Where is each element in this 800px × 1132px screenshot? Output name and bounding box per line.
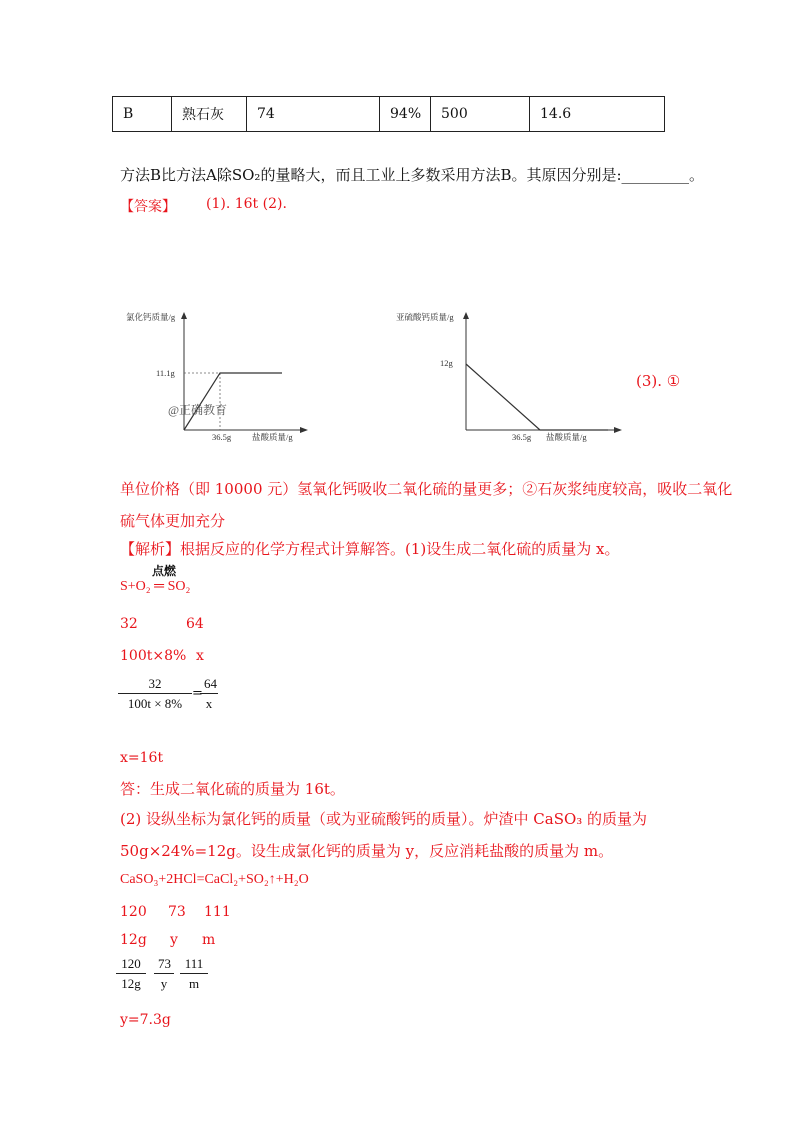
fraction-denominator: y bbox=[160, 976, 168, 991]
mass-value: 32 bbox=[120, 616, 138, 632]
series-line bbox=[184, 373, 282, 430]
question-text: 方法B比方法A除SO₂的量略大，而且工业上多数采用方法B。其原因分别是:_________。 bbox=[120, 166, 705, 184]
calcium-sulfite-chart bbox=[394, 306, 634, 446]
analysis-line: 【解析】根据反应的化学方程式计算解答。(1)设生成二氧化硫的质量为 x。 bbox=[120, 540, 620, 558]
part2-line2: 50g×24%=12g。设生成氯化钙的质量为 y，反应消耗盐酸的质量为 m。 bbox=[120, 842, 614, 860]
fraction bbox=[116, 956, 146, 992]
y-axis-label: 亚硫酸钙质量/g bbox=[396, 312, 454, 322]
fraction-numerator: 32 bbox=[118, 676, 192, 694]
answer-parts: (1). 16t (2). bbox=[206, 196, 287, 212]
y-tick-label: 12g bbox=[440, 358, 453, 368]
given-value: 12g bbox=[120, 932, 147, 948]
fraction-denominator: 12g bbox=[121, 976, 141, 991]
table-cell: 熟石灰 bbox=[172, 97, 247, 132]
given-value: y bbox=[170, 932, 178, 948]
mass-value: 111 bbox=[204, 904, 231, 920]
table-cell: 74 bbox=[247, 97, 380, 132]
result-y: y=7.3g bbox=[120, 1012, 171, 1028]
series-line bbox=[466, 364, 608, 430]
result-x: x=16t bbox=[120, 750, 164, 766]
fraction-left bbox=[118, 676, 192, 712]
fraction-numerator: 111 bbox=[180, 956, 208, 974]
mass-value: 73 bbox=[168, 904, 186, 920]
fraction-numerator: 120 bbox=[116, 956, 146, 974]
table-cell: B bbox=[113, 97, 172, 132]
table-row bbox=[113, 97, 665, 132]
x-tick-label: 36.5g bbox=[212, 432, 232, 442]
given-value: 100t×8% bbox=[120, 648, 187, 664]
watermark: @正确教育 bbox=[168, 403, 228, 417]
part2-line1: (2) 设纵坐标为氯化钙的质量（或为亚硫酸钙的质量）。炉渣中 CaSO₃ 的质量为 bbox=[120, 810, 648, 828]
answer3-line2: 硫气体更加充分 bbox=[120, 512, 226, 530]
fraction-denominator: m bbox=[188, 976, 200, 991]
equation-1: S+O₂ ═ SO₂ bbox=[120, 579, 191, 594]
y-tick-label: 11.1g bbox=[156, 368, 175, 378]
answer3-line1: 单位价格（即 10000 元）氢氧化钙吸收二氧化硫的量更多；②石灰浆纯度较高，吸收二氧化 bbox=[120, 480, 733, 498]
reaction-condition: 点燃 bbox=[152, 564, 177, 578]
calcium-chloride-chart bbox=[120, 306, 320, 446]
y-axis-arrow-icon bbox=[463, 312, 469, 319]
x-axis-label: 盐酸质量/g bbox=[252, 432, 293, 442]
mass-value: 64 bbox=[186, 616, 204, 632]
given-value: x bbox=[196, 648, 204, 664]
x-axis-arrow-icon bbox=[614, 427, 622, 433]
fraction-denominator: x bbox=[205, 696, 213, 711]
fraction bbox=[154, 956, 174, 992]
y-axis-arrow-icon bbox=[181, 312, 187, 319]
answer-label: 【答案】 bbox=[120, 199, 176, 215]
given-value: m bbox=[202, 932, 216, 948]
mass-value: 120 bbox=[120, 904, 147, 920]
table-cell: 14.6 bbox=[530, 97, 665, 132]
table-cell: 500 bbox=[431, 97, 530, 132]
x-tick-label: 36.5g bbox=[512, 432, 532, 442]
equation-2: CaSO₃+2HCl=CaCl₂+SO₂↑+H₂O bbox=[120, 872, 309, 887]
table-cell: 94% bbox=[380, 97, 431, 132]
equals-sign: = bbox=[192, 686, 203, 701]
fraction-numerator: 64 bbox=[200, 676, 218, 694]
fraction bbox=[180, 956, 208, 992]
fraction-denominator: 100t × 8% bbox=[127, 696, 183, 711]
answer-sentence: 答：生成二氧化硫的质量为 16t。 bbox=[120, 780, 345, 798]
fraction-right bbox=[200, 676, 218, 712]
part3-label: (3). ① bbox=[636, 372, 681, 390]
fraction-numerator: 73 bbox=[154, 956, 174, 974]
properties-table bbox=[112, 96, 665, 132]
x-axis-label: 盐酸质量/g bbox=[546, 432, 587, 442]
x-axis-arrow-icon bbox=[300, 427, 308, 433]
y-axis-label: 氯化钙质量/g bbox=[126, 312, 176, 322]
